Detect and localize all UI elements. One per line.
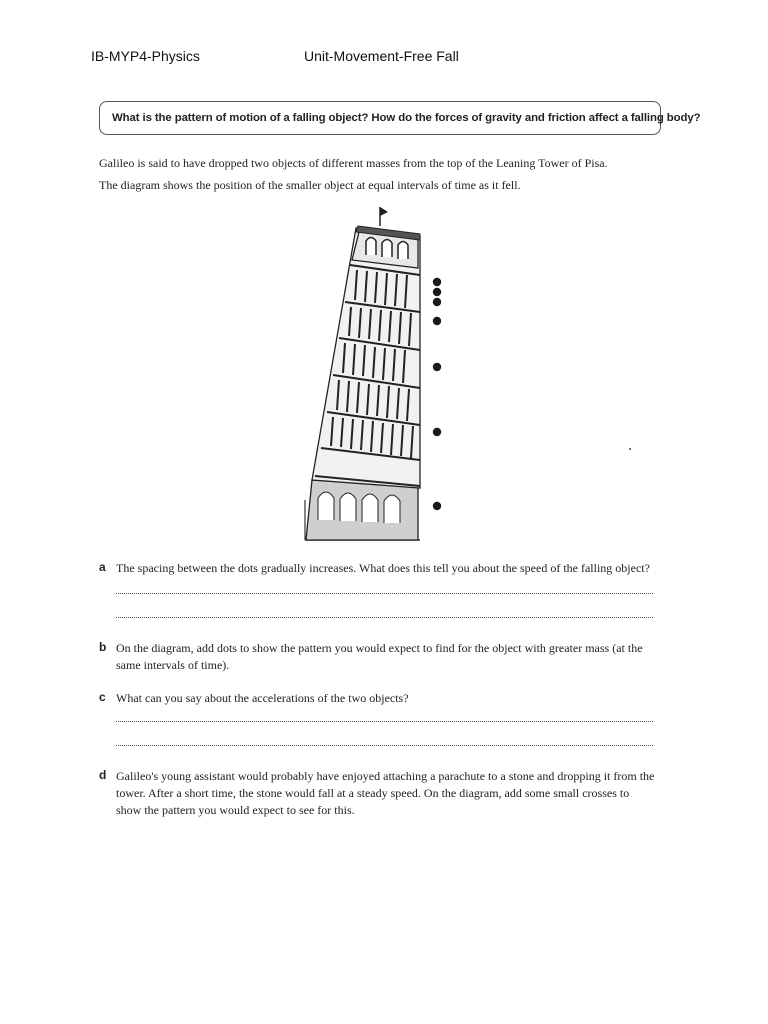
answer-line[interactable] — [116, 721, 653, 722]
question-letter: b — [99, 640, 107, 654]
fall-dot — [433, 502, 441, 510]
question-letter: c — [99, 690, 106, 704]
answer-line[interactable] — [116, 745, 653, 746]
falling-object-dots — [433, 278, 441, 510]
question-text: Galileo's young assistant would probably have enjoyed attaching a parachute to a stone and dropping it from the tower. After a short time, the stone would fall at a steady speed. On the diagram, add some small crosses to show the pattern you would expect to see for this. — [116, 769, 655, 817]
course-title: IB-MYP4-Physics — [91, 48, 200, 64]
fall-dot — [433, 363, 441, 371]
leaning-tower-diagram — [300, 205, 460, 545]
fall-dot — [433, 288, 441, 296]
answer-line[interactable] — [116, 593, 653, 594]
question-letter: a — [99, 560, 106, 574]
question-text: On the diagram, add dots to show the pattern you would expect to find for the object with greater mass (at the same intervals of time). — [116, 641, 643, 672]
guiding-question-box — [99, 101, 701, 135]
guiding-question: What is the pattern of motion of a falling object? How do the forces of gravity and friction affect a falling body? — [112, 112, 701, 124]
fall-dot — [433, 298, 441, 306]
question-letter: d — [99, 768, 107, 782]
intro-line-1: Galileo is said to have dropped two objects of different masses from the top of the Leaning Tower of Pisa. — [99, 156, 608, 170]
stray-mark — [629, 448, 631, 450]
unit-title: Unit-Movement-Free Fall — [304, 48, 459, 64]
fall-dot — [433, 317, 441, 325]
fall-dot — [433, 278, 441, 286]
question-text: What can you say about the accelerations of the two objects? — [116, 691, 409, 705]
flag-icon — [380, 207, 388, 216]
question-text: The spacing between the dots gradually increases. What does this tell you about the speed of the falling object? — [116, 561, 650, 575]
intro-line-2: The diagram shows the position of the smaller object at equal intervals of time as it fell. — [99, 178, 521, 192]
answer-line[interactable] — [116, 617, 653, 618]
fall-dot — [433, 428, 441, 436]
